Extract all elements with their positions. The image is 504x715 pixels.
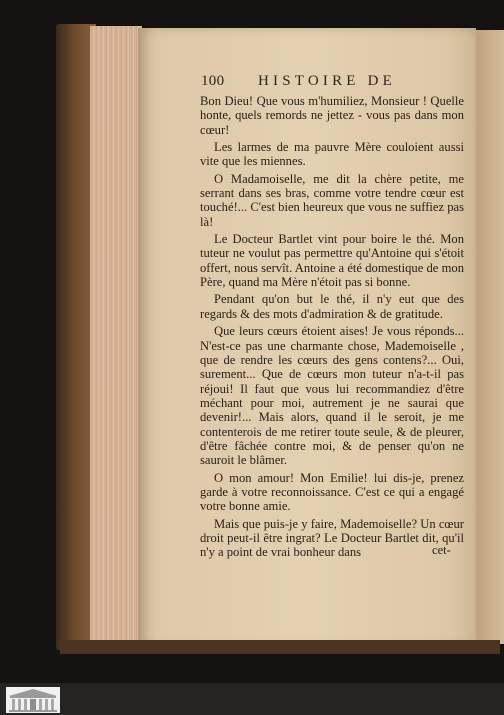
running-head: HISTOIRE DE [258, 73, 397, 89]
page-edges [90, 26, 142, 648]
viewer-footer [0, 683, 504, 715]
paragraph: Que leurs cœurs étoient aises! Je vous réponds... N'est-ce pas une charmante chose, Mademoiselle , que de rendre les cœurs des gens contens?... Oui, surement... Que de cœurs mon tuteur n'a-t-il pas réjoui! Il faut que vous lui recommandiez d'être méchant pour moi, autrement je ne saurai que devenir!... Mais alors, quand il le seroit, je me contenterois de me retirer toute seule, & de pleurer, d'être fâchée contre moi, & de penser qu'on ne sauroit le blâmer. [200, 324, 464, 468]
paragraph: Pendant qu'on but le thé, il n'y eut que des regards & des mots d'admiration & de gratitude. [200, 292, 464, 321]
paragraph: Mais que puis-je y faire, Mademoiselle? Un cœur droit peut-il être ingrat? Le Docteur Bartlet dit, qu'il n'y a point de vrai bonheur dans [200, 516, 464, 560]
page-number: 100 [201, 73, 225, 89]
next-page-edge [476, 30, 504, 644]
paragraph: O mon amour! Mon Emilie! lui dis-je, prenez garde à votre reconnoissance. C'est ce qui a engagé votre bonne amie. [200, 470, 464, 514]
paragraph: Le Docteur Bartlet vint pour boire le thé. Mon tuteur ne voulut pas permettre qu'Antoine qui s'étoit offert, nous servît. Antoine a été domestique de mon Père, quand ma Mère n'étoit pas si bonne. [200, 232, 464, 290]
library-building-logo [6, 687, 60, 713]
body-text [200, 94, 464, 560]
book-cover-bottom [60, 640, 500, 654]
paragraph: O Madamoiselle, me dit la chère petite, me serrant dans ses bras, comme votre tendre cœur est touché!... C'est bien heureux que vous ne suffiez pas là! [200, 171, 464, 229]
catchword: cet- [432, 543, 451, 557]
paragraph: Les larmes de ma pauvre Mère couloient aussi vite que les miennes. [200, 140, 464, 169]
paragraph: Bon Dieu! Que vous m'humiliez, Monsieur ! Quelle honte, quels remords ne jettez - vous pas dans mon cœur! [200, 94, 464, 137]
